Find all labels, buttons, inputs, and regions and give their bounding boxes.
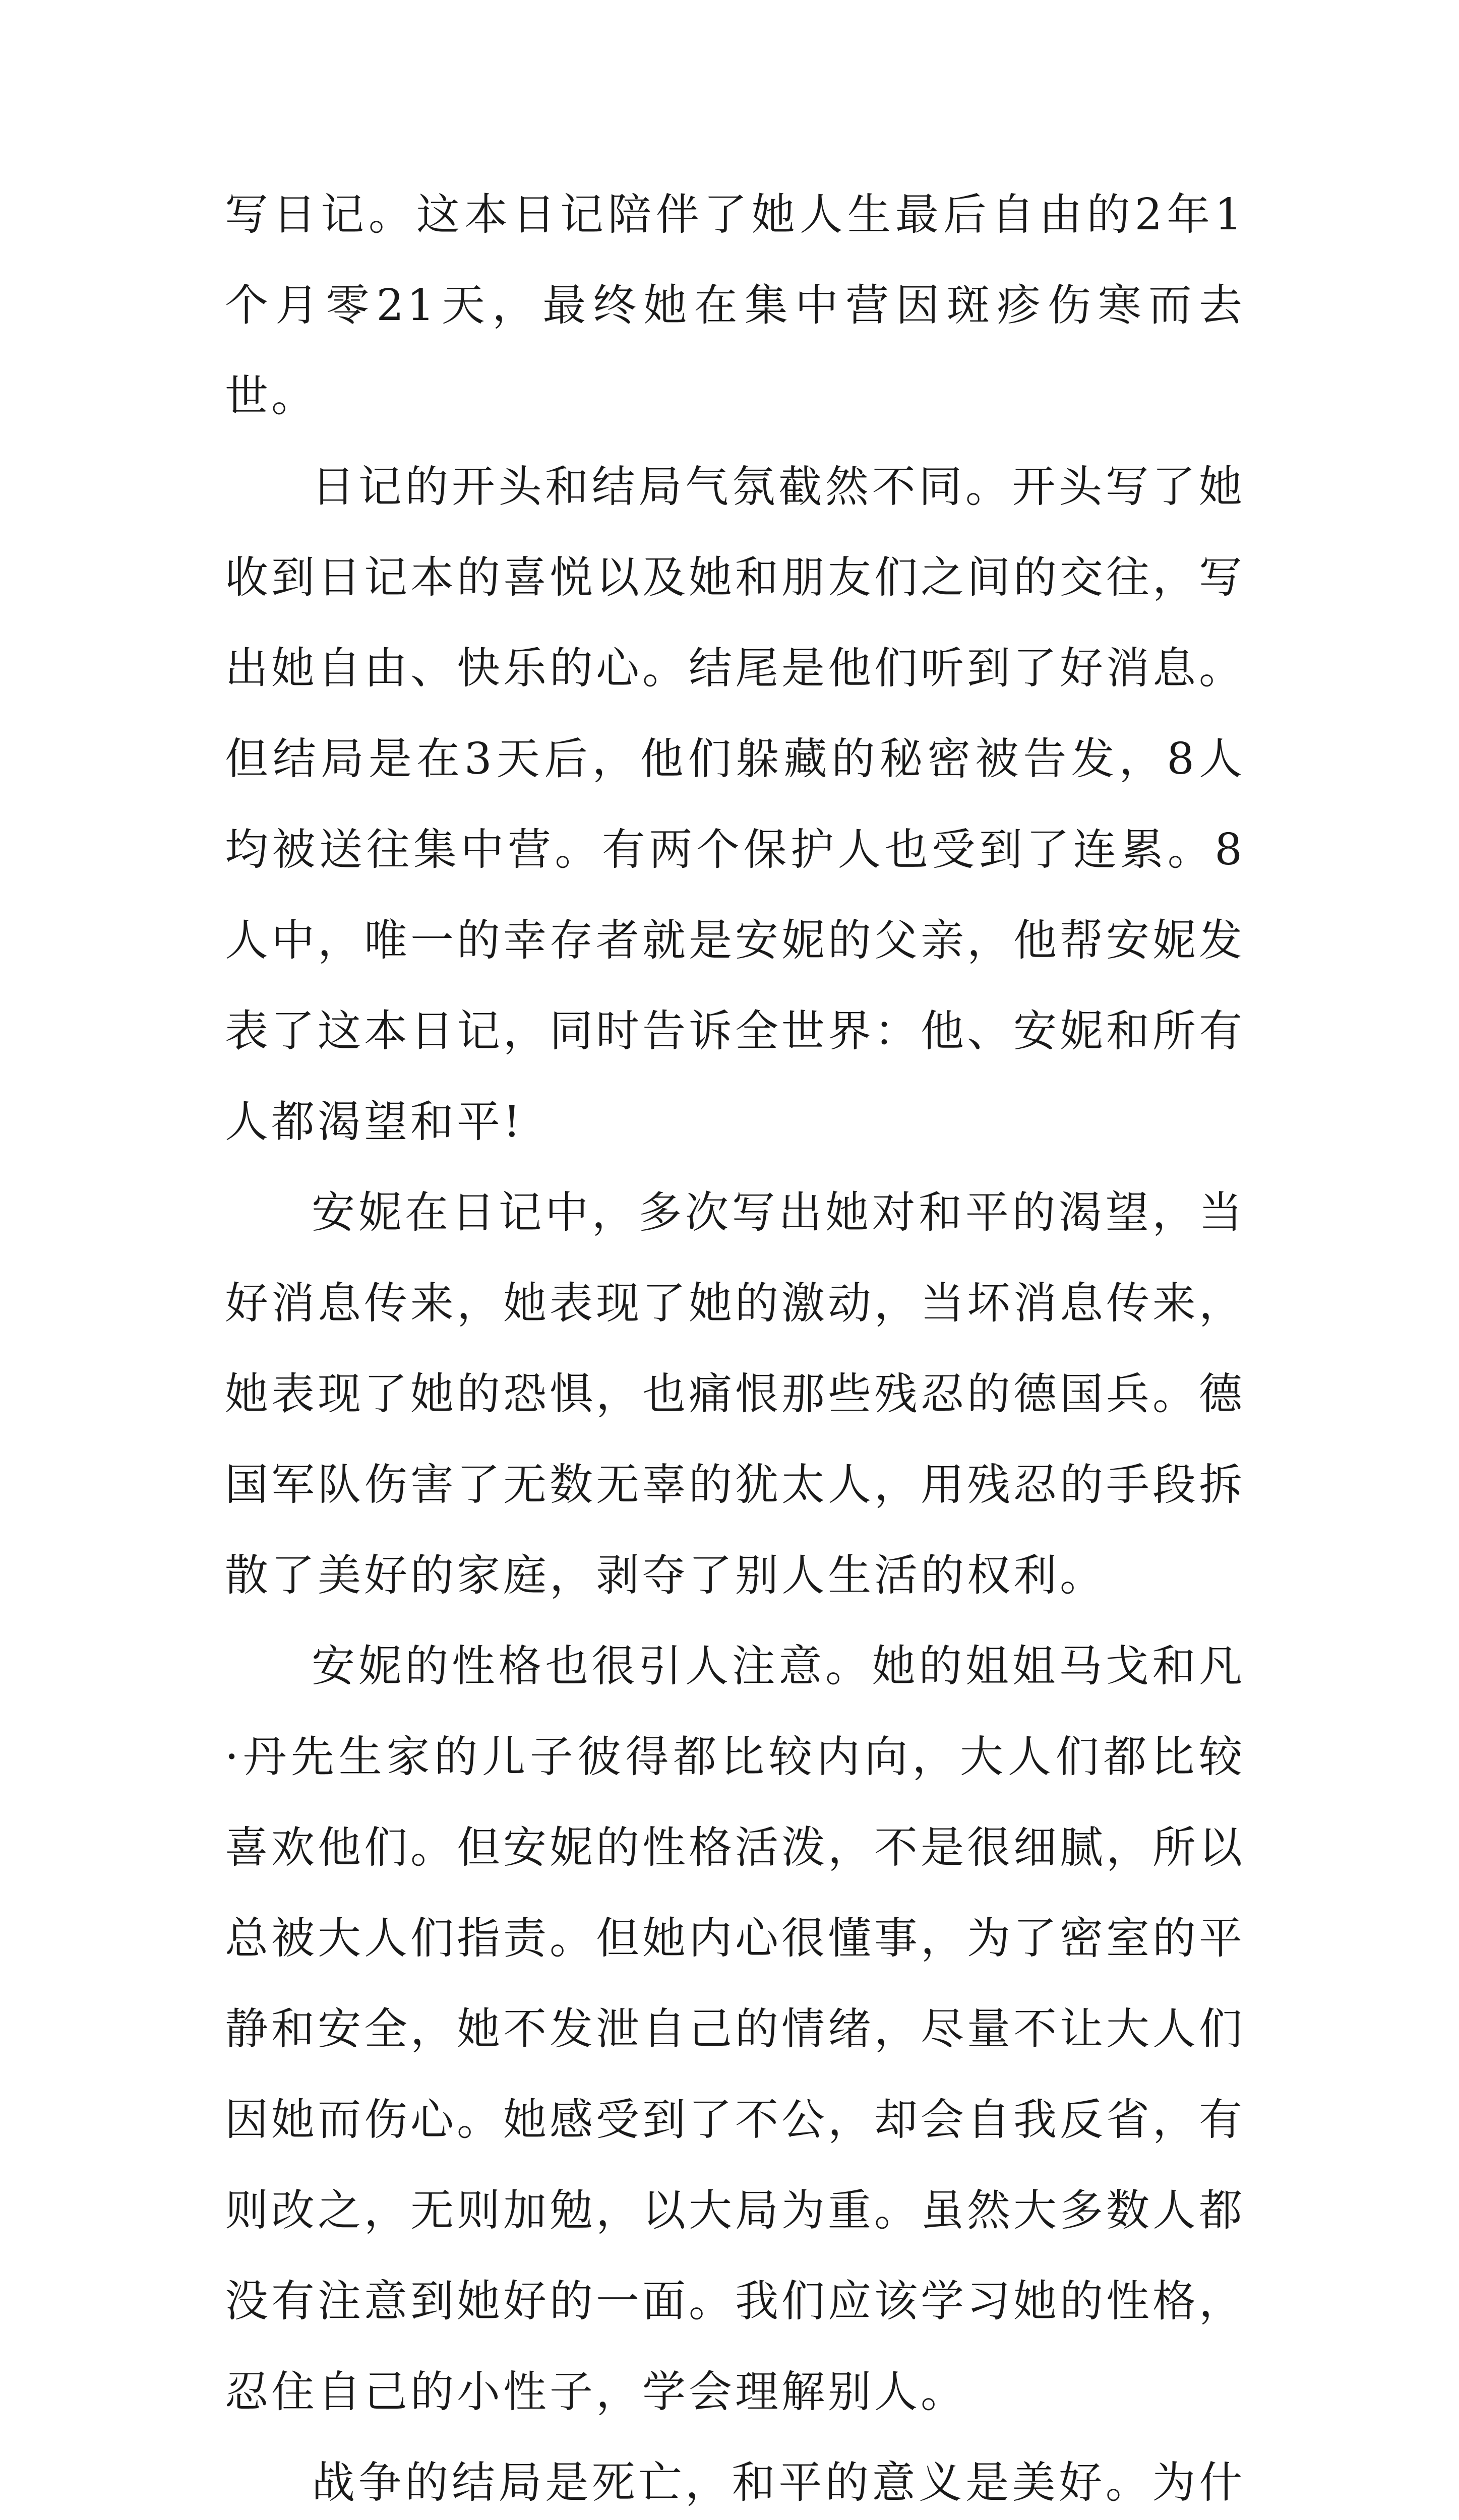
- paragraph-5: 战争的结局是死亡，和平的意义是美好。为什: [312, 2458, 1245, 2508]
- paragraph-4: 安妮的性格也很引人注意。她的姐姐马戈和凡·丹先生家的儿子彼得都比较内向，大人们都比较喜欢他们。但安妮的性格活泼，不是很细腻，所以总被大人们指责。但她内心很懂事，为了密室的平静和安全，她不发泄自己的情绪，尽量不让大人们因她而伤心。她感受到了不公，却会自我反省，有则改之，无则加勉，以大局为重。虽然大多数人都没有注意到她好的一面。我们应该学习她的性格，忍住自己的小性子，学会理解别人。: [225, 1641, 1245, 2417]
- paragraph-1: 写日记。这本日记陪伴了她人生最后自由的2年1个月零21天，最终她在集中营因斑疹伤寒而去世。: [225, 190, 1245, 421]
- paragraph-2: 日记的开头和结局气氛截然不同。开头写了她收到日记本的喜悦以及她和朋友们之间的交往，写出她自由、快乐的心。结尾是他们听到了好消息。但结局是在3天后，他们躲藏的秘密被告发，8人均被送往集中营。有两个保护人也受到了连累。8人中，唯一的幸存者就是安妮的父亲，他帮安妮发表了这本日记，同时告诉全世界：他、安妮和所有人都渴望和平!: [225, 462, 1245, 1147]
- document-page: [225, 169, 1245, 2520]
- paragraph-3: 安妮在日记中，多次写出她对和平的渴望，当好消息传来，她表现了她的激动，当坏消息传来，她表现了她的恐惧，也痛恨那些残忍的德国兵。德国军队伤害了无数无辜的犹太人，用残忍的手段拆散了美好的家庭，剥夺了别人生活的权利。: [225, 1187, 1245, 1601]
